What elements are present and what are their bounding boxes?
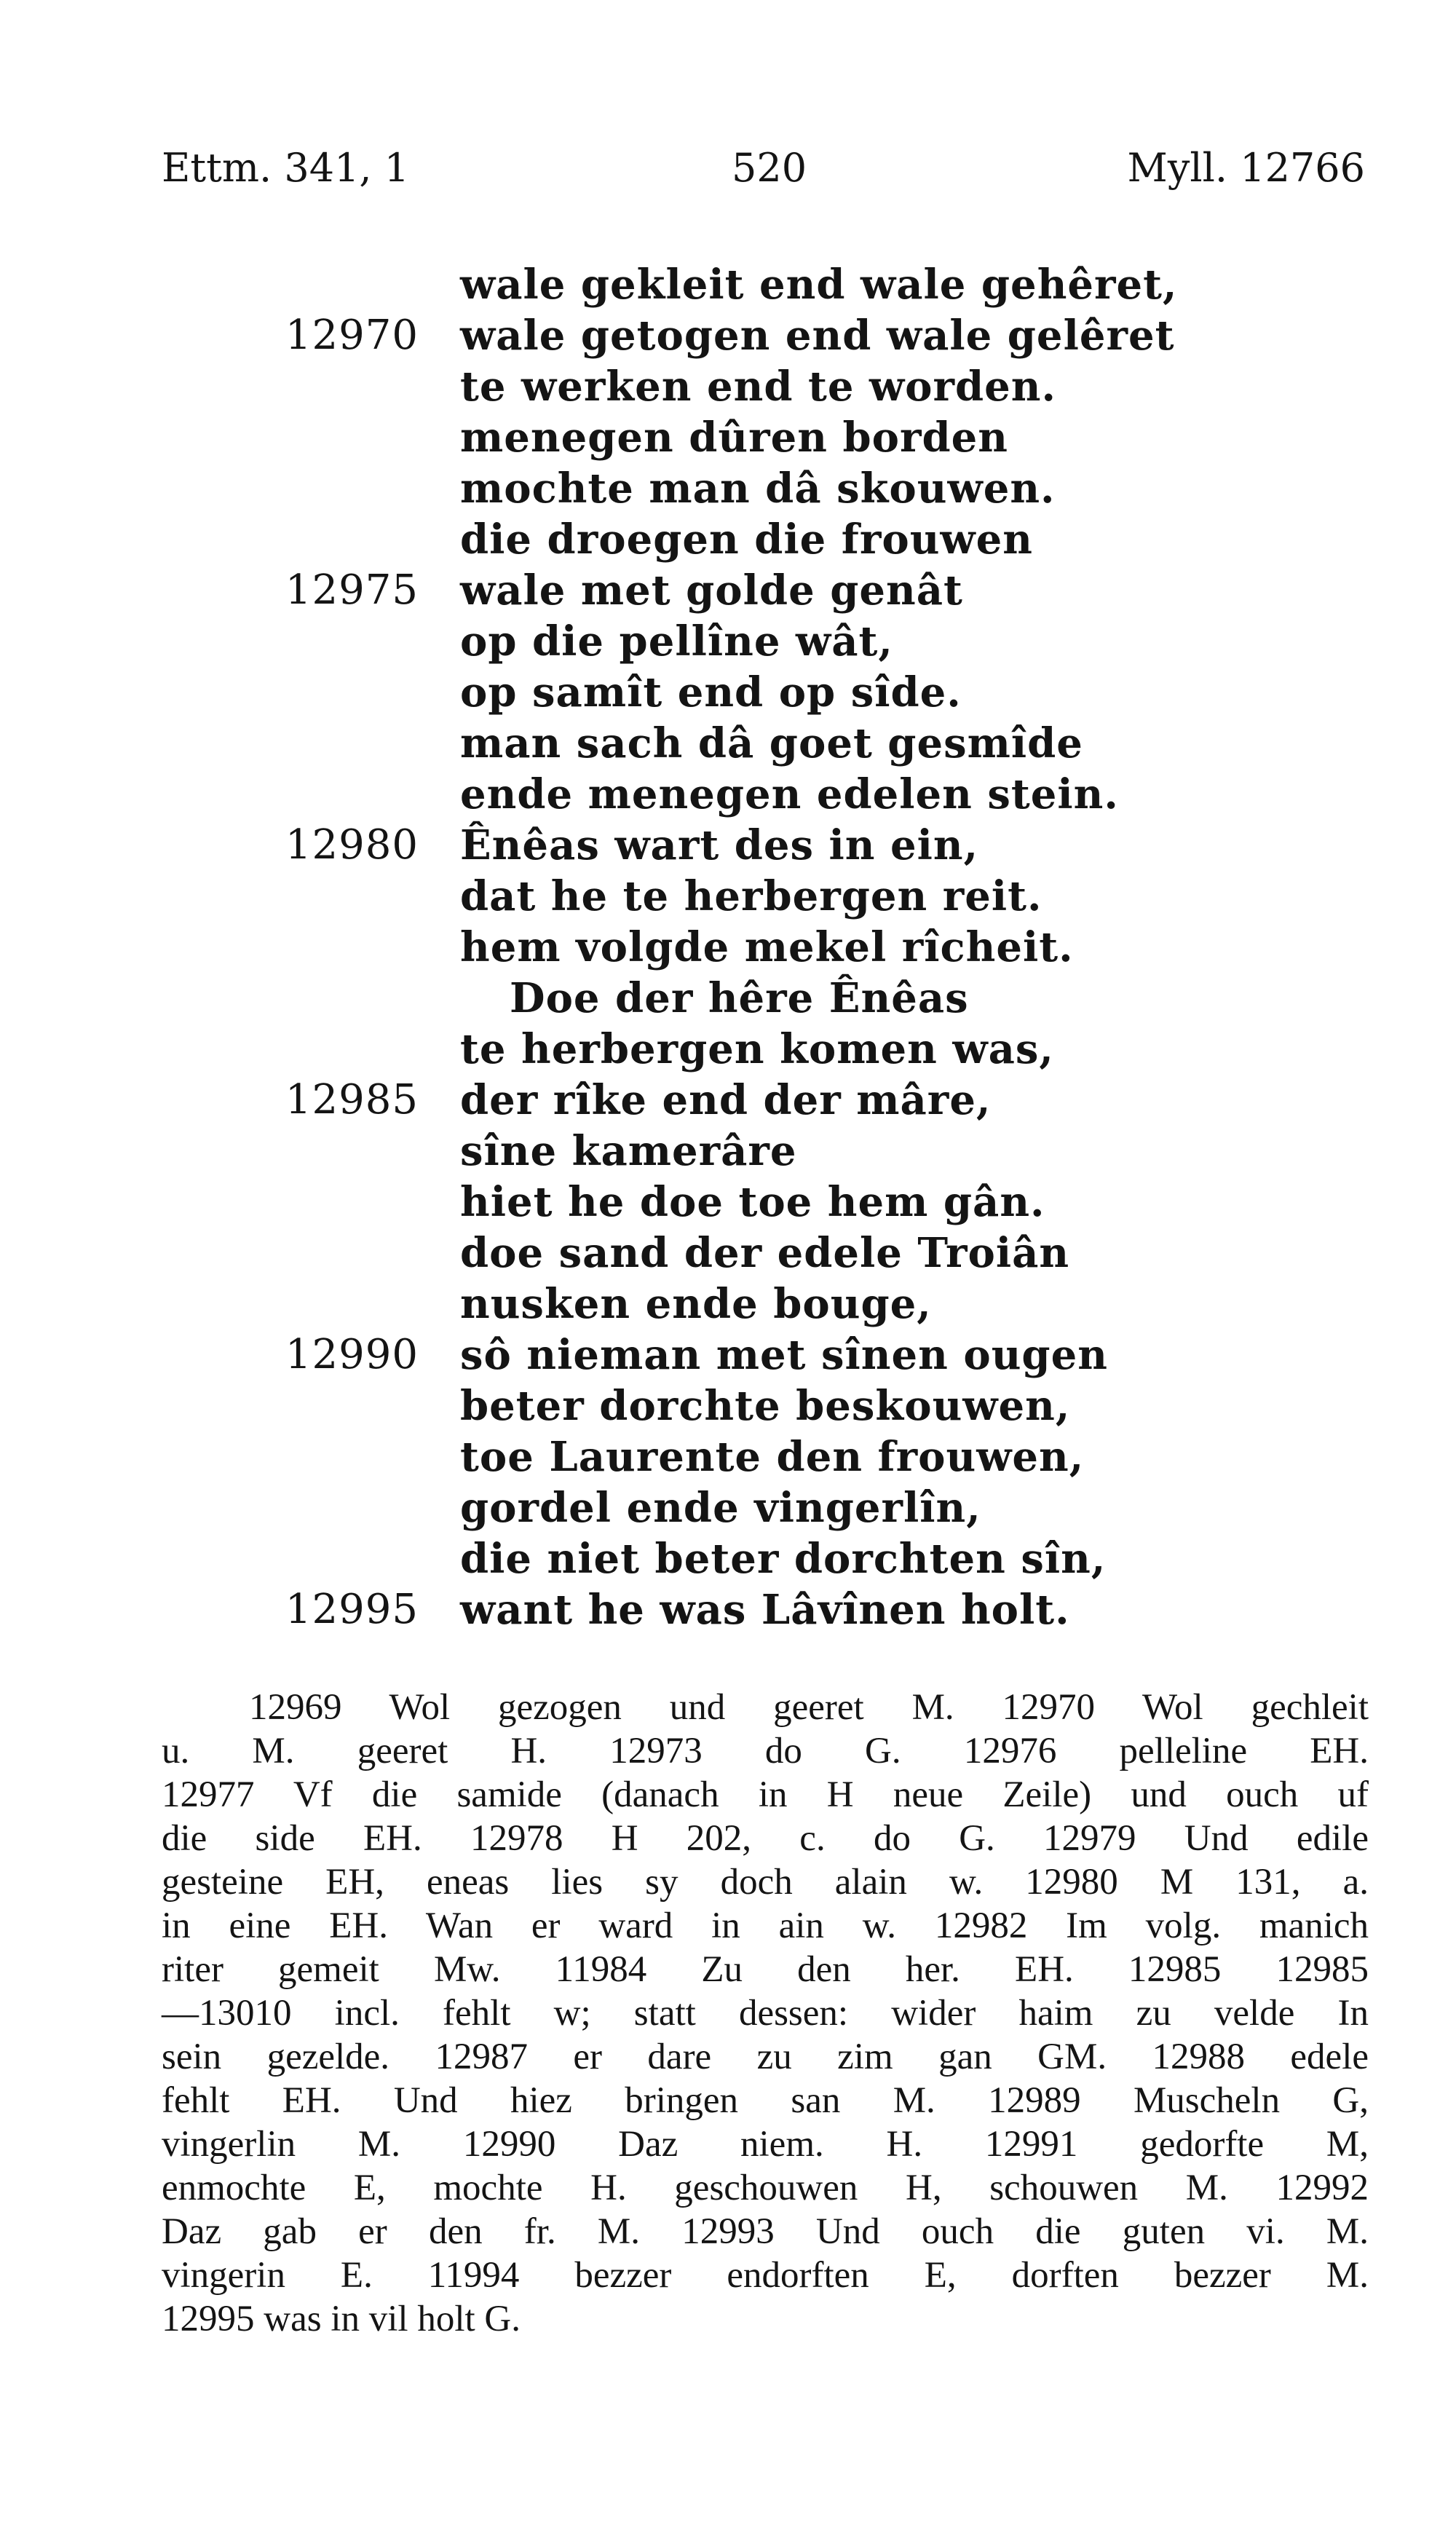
verse-text: sô nieman met sînen ougen	[460, 1331, 1108, 1379]
verse-text: der rîke end der mâre,	[460, 1076, 992, 1124]
verse-number: 12990	[285, 1331, 419, 1378]
verse-text: op samît end op sîde.	[460, 668, 962, 716]
page-number: 520	[732, 145, 807, 191]
footnote-line: 12977 Vf die samide (danach in H neue Zeile) und ouch uf	[162, 1774, 1369, 1815]
verse-text: hiet he doe toe hem gân.	[460, 1178, 1045, 1226]
verse-text: hem volgde mekel rîcheit.	[460, 923, 1074, 971]
verse-line	[0, 973, 1456, 1024]
footnote-line: 12969 Wol gezogen und geeret M. 12970 Wol gechleit	[249, 1687, 1369, 1728]
verse-text: te werken end te worden.	[460, 363, 1057, 411]
verse-line	[0, 361, 1456, 412]
verse-line	[0, 718, 1456, 769]
footnote-line: Daz gab er den fr. M. 12993 Und ouch die guten vi. M.	[162, 2211, 1369, 2252]
running-header-right: Myll. 12766	[1127, 145, 1365, 191]
verse-text: die droegen die frouwen	[460, 516, 1033, 564]
verse-line	[0, 1533, 1456, 1584]
verse-number: 12980	[285, 821, 419, 869]
verse-line	[0, 1584, 1456, 1635]
verse-text: mochte man dâ skouwen.	[460, 465, 1056, 513]
footnote-line: 12995 was in vil holt G.	[162, 2299, 521, 2339]
verse-line	[0, 871, 1456, 922]
verse-line	[0, 1177, 1456, 1228]
verse-line	[0, 1279, 1456, 1330]
verse-line	[0, 1075, 1456, 1126]
verse-text: Doe der hêre Ênêas	[510, 974, 969, 1022]
footnote-line: in eine EH. Wan er ward in ain w. 12982 Im volg. manich	[162, 1905, 1369, 1946]
verse-line	[0, 1330, 1456, 1380]
verse-number: 12975	[285, 566, 419, 614]
verse-text: wale met golde genât	[460, 566, 963, 615]
footnote-line: fehlt EH. Und hiez bringen san M. 12989 Muscheln G,	[162, 2080, 1369, 2121]
verse-text: sîne kamerâre	[460, 1127, 797, 1175]
verse-line	[0, 922, 1456, 973]
verse-text: op die pellîne wât,	[460, 617, 893, 665]
verse-text: wale getogen end wale gelêret	[460, 312, 1175, 360]
verse-text: die niet beter dorchten sîn,	[460, 1535, 1107, 1583]
verse-line	[0, 463, 1456, 514]
verse-text: want he was Lâvînen holt.	[460, 1586, 1070, 1634]
verse-text: menegen dûren borden	[460, 414, 1008, 462]
footnote-line: vingerin E. 11994 bezzer endorften E, dorften bezzer M.	[162, 2255, 1369, 2296]
footnote-line: die side EH. 12978 H 202, c. do G. 12979 Und edile	[162, 1818, 1369, 1859]
verse-text: gordel ende vingerlîn,	[460, 1484, 981, 1532]
verse-text: man sach dâ goet gesmîde	[460, 719, 1083, 767]
footnotes	[162, 1686, 1369, 2341]
verse-number: 12995	[285, 1586, 419, 1633]
verse-text: wale gekleit end wale gehêret,	[460, 261, 1178, 309]
verse-text: nusken ende bouge,	[460, 1280, 932, 1328]
verse-text: beter dorchte beskouwen,	[460, 1382, 1071, 1430]
verse-number: 12985	[285, 1076, 419, 1123]
verse-line	[0, 1380, 1456, 1431]
verse-line	[0, 769, 1456, 820]
footnote-line: vingerlin M. 12990 Daz niem. H. 12991 gedorfte M,	[162, 2124, 1369, 2165]
running-header-left: Ettm. 341, 1	[162, 145, 410, 191]
verse-line	[0, 310, 1456, 361]
verse-line	[0, 565, 1456, 616]
verse-line	[0, 1228, 1456, 1279]
footnote-line: sein gezelde. 12987 er dare zu zim gan GM. 12988 edele	[162, 2037, 1369, 2077]
verse-line	[0, 259, 1456, 310]
verse-line	[0, 1024, 1456, 1075]
verse-line	[0, 412, 1456, 463]
footnote-line: —13010 incl. fehlt w; statt dessen: wider haim zu velde In	[162, 1993, 1369, 2034]
verse-line	[0, 667, 1456, 718]
verse-text: Ênêas wart des in ein,	[460, 821, 979, 869]
verse-line	[0, 1482, 1456, 1533]
footnote-line: riter gemeit Mw. 11984 Zu den her. EH. 12985 12985	[162, 1949, 1369, 1990]
verse-text: doe sand der edele Troiân	[460, 1229, 1070, 1277]
footnote-line: enmochte E, mochte H. geschouwen H, schouwen M. 12992	[162, 2168, 1369, 2208]
verse-text: dat he te herbergen reit.	[460, 872, 1042, 920]
verse-line	[0, 514, 1456, 565]
footnote-line: u. M. geeret H. 12973 do G. 12976 pelleline EH.	[162, 1731, 1369, 1771]
verse-text: ende menegen edelen stein.	[460, 770, 1119, 818]
verse-text: te herbergen komen was,	[460, 1025, 1054, 1073]
verse-line	[0, 616, 1456, 667]
verse-text: toe Laurente den frouwen,	[460, 1433, 1085, 1481]
verse-line	[0, 820, 1456, 871]
footnote-line: gesteine EH, eneas lies sy doch alain w. 12980 M 131, a.	[162, 1862, 1369, 1903]
verse-number: 12970	[285, 312, 419, 359]
verse-line	[0, 1126, 1456, 1177]
verse-line	[0, 1431, 1456, 1482]
